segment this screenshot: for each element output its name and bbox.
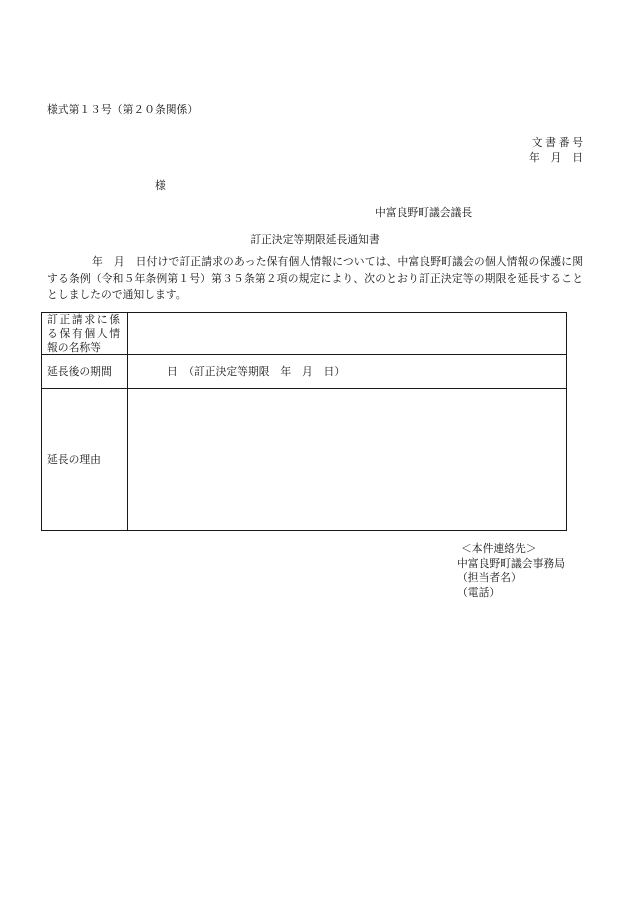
notice-title: 訂正決定等期限延長通知書 — [250, 234, 380, 246]
row-label-text: 延長の理由 — [47, 453, 101, 466]
row-label-information-name: 訂正請求に係る保有個人情報の名称等 — [42, 313, 128, 355]
contact-block — [457, 542, 565, 600]
body-line: する条例（令和５年条例第１号）第３５条第２項の規定により、次のとおり訂正決定等の期限を延長すること — [47, 272, 583, 285]
document-number-label: 文 書 番 号 — [531, 137, 583, 149]
document-date-label: 年 月 日 — [529, 152, 583, 164]
row-label-extended-period — [42, 355, 128, 389]
row-value-extended-period — [128, 355, 566, 389]
row-label-text: 延長後の期間 — [47, 365, 112, 378]
body-line: としましたので通知します。 — [47, 289, 187, 301]
contact-person: （担当者名） — [457, 572, 522, 584]
row-value-text: 日 （訂正決定等期限 年 月 日） — [167, 365, 346, 378]
notice-body — [47, 254, 583, 304]
contact-phone: （電話） — [457, 586, 501, 599]
contact-heading: ＜本件連絡先＞ — [461, 543, 537, 555]
row-value-extension-reason — [128, 389, 566, 530]
contact-office: 中富良野町議会事務局 — [457, 557, 565, 570]
addressee-honorific: 様 — [155, 180, 166, 192]
row-label-extension-reason — [42, 389, 128, 530]
details-table — [41, 312, 567, 531]
row-value-information-name — [128, 313, 566, 355]
body-line: 年 月 日付けで訂正請求のあった保有個人情報については、中富良野町議会の個人情報の保護に関 — [92, 256, 583, 268]
sender-title: 中富良野町議会議長 — [375, 207, 473, 219]
form-number: 様式第１３号（第２０条関係） — [47, 104, 199, 116]
